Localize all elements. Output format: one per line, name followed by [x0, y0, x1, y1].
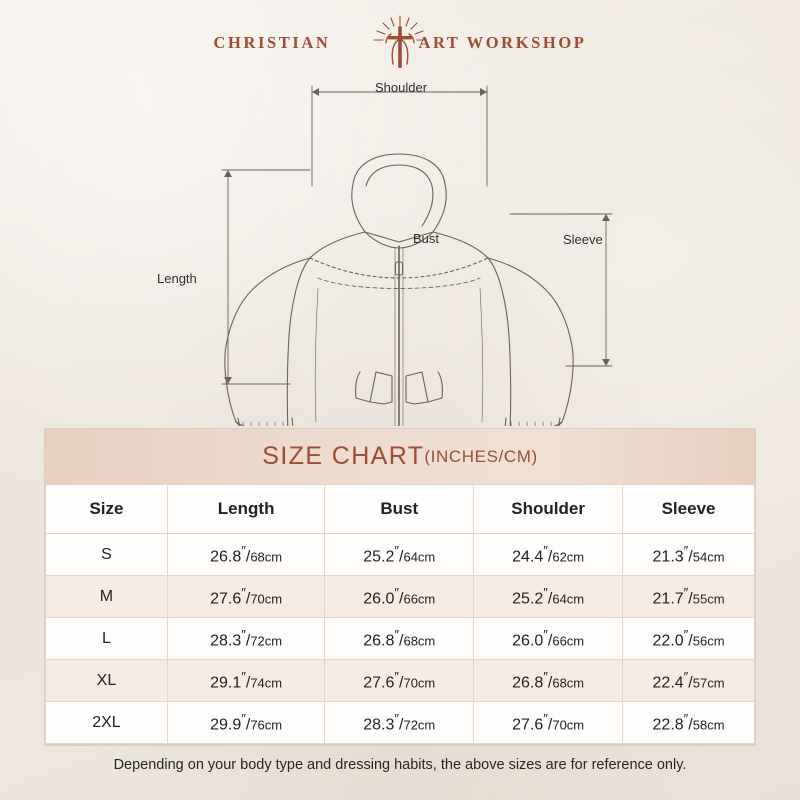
- size-chart-title-units: (INCHES/CM): [424, 446, 538, 466]
- size-chart: [44, 428, 756, 745]
- value-inches: 21.3: [652, 548, 684, 566]
- inch-mark: ″: [683, 668, 689, 684]
- value-inches: 28.3: [363, 716, 395, 734]
- value-cm: 54cm: [692, 549, 725, 565]
- cell-size: XL: [46, 660, 168, 702]
- cell-length: 29.9″/76cm: [167, 702, 324, 744]
- garment-illustration: [0, 66, 800, 426]
- value-inches: 26.0: [512, 632, 544, 650]
- column-header-bust: Bust: [325, 485, 474, 534]
- inch-mark: ″: [241, 710, 246, 726]
- cell-size: S: [46, 534, 168, 576]
- inch-mark: ″: [543, 542, 548, 558]
- footer-divider: [44, 745, 756, 746]
- value-inches: 26.8: [210, 548, 242, 566]
- table-body: [46, 534, 755, 744]
- inch-mark: ″: [683, 584, 689, 600]
- inch-mark: ″: [394, 668, 400, 684]
- brand-name-left: CHRISTIAN: [213, 33, 331, 52]
- value-cm: 68cm: [552, 675, 585, 691]
- value-cm: 74cm: [250, 675, 283, 691]
- value-cm: 56cm: [692, 633, 725, 649]
- inch-mark: ″: [394, 542, 400, 558]
- cell-bust: 28.3″/72cm: [325, 702, 474, 744]
- value-inches: 25.2: [512, 590, 544, 608]
- value-cm: 72cm: [403, 717, 436, 733]
- value-inches: 28.3: [210, 632, 242, 650]
- table-row: [46, 702, 755, 744]
- value-cm: 66cm: [403, 591, 436, 607]
- table-row: [46, 534, 755, 576]
- value-cm: 64cm: [403, 549, 436, 565]
- inch-mark: ″: [543, 626, 548, 642]
- label-shoulder: Shoulder: [375, 80, 428, 95]
- cell-size: L: [46, 618, 168, 660]
- value-cm: 68cm: [250, 549, 283, 565]
- value-inches: 21.7: [652, 590, 684, 608]
- cell-size: M: [46, 576, 168, 618]
- value-inches: 22.4: [652, 674, 684, 692]
- cell-sleeve: 22.8″/58cm: [623, 702, 755, 744]
- cell-shoulder: 26.0″/66cm: [474, 618, 623, 660]
- value-cm: 58cm: [692, 717, 725, 733]
- inch-mark: ″: [543, 710, 548, 726]
- cell-sleeve: 21.3″/54cm: [623, 534, 755, 576]
- value-cm: 70cm: [250, 591, 283, 607]
- inch-mark: ″: [543, 668, 548, 684]
- label-length: Length: [157, 271, 197, 286]
- value-inches: 25.2: [363, 548, 395, 566]
- value-inches: 29.9: [210, 716, 242, 734]
- inch-mark: ″: [241, 626, 246, 642]
- cell-sleeve: 22.0″/56cm: [623, 618, 755, 660]
- brand-name-right: ART WORKSHOP: [418, 33, 587, 52]
- inch-mark: ″: [394, 584, 400, 600]
- label-sleeve: Sleeve: [563, 232, 603, 247]
- label-bust: Bust: [413, 231, 440, 246]
- value-inches: 29.1: [210, 674, 242, 692]
- value-cm: 55cm: [692, 591, 725, 607]
- value-inches: 27.6: [210, 590, 242, 608]
- footer-note: Depending on your body type and dressing habits, the above sizes are for reference only.: [113, 757, 687, 773]
- cell-shoulder: 27.6″/70cm: [474, 702, 623, 744]
- cell-size: 2XL: [46, 702, 168, 744]
- column-header-size: Size: [46, 485, 168, 534]
- inch-mark: ″: [543, 584, 548, 600]
- table-row: [46, 618, 755, 660]
- table-row: [46, 660, 755, 702]
- cell-length: 26.8″/68cm: [167, 534, 324, 576]
- column-header-shoulder: Shoulder: [474, 485, 623, 534]
- cross-with-rays-icon: [367, 14, 433, 72]
- value-inches: 26.8: [363, 632, 395, 650]
- value-inches: 27.6: [512, 716, 544, 734]
- value-cm: 57cm: [692, 675, 725, 691]
- column-header-sleeve: Sleeve: [623, 485, 755, 534]
- brand-header: [0, 12, 800, 74]
- inch-mark: ″: [241, 668, 246, 684]
- value-cm: 68cm: [403, 633, 436, 649]
- value-cm: 62cm: [552, 549, 585, 565]
- column-header-length: Length: [167, 485, 324, 534]
- inch-mark: ″: [241, 542, 246, 558]
- table-row: [46, 576, 755, 618]
- inch-mark: ″: [683, 626, 689, 642]
- cell-bust: 26.0″/66cm: [325, 576, 474, 618]
- inch-mark: ″: [394, 626, 400, 642]
- cell-bust: 27.6″/70cm: [325, 660, 474, 702]
- value-cm: 72cm: [250, 633, 283, 649]
- value-inches: 24.4: [512, 548, 544, 566]
- size-chart-title-main: SIZE CHART: [262, 442, 425, 470]
- size-chart-title: [45, 429, 755, 484]
- cell-sleeve: 21.7″/55cm: [623, 576, 755, 618]
- value-inches: 22.8: [652, 716, 684, 734]
- inch-mark: ″: [683, 710, 689, 726]
- value-inches: 26.0: [363, 590, 395, 608]
- value-inches: 27.6: [363, 674, 395, 692]
- cell-sleeve: 22.4″/57cm: [623, 660, 755, 702]
- cell-shoulder: 24.4″/62cm: [474, 534, 623, 576]
- cell-bust: 26.8″/68cm: [325, 618, 474, 660]
- value-cm: 76cm: [250, 717, 283, 733]
- value-cm: 70cm: [403, 675, 436, 691]
- value-cm: 70cm: [552, 717, 585, 733]
- cell-length: 28.3″/72cm: [167, 618, 324, 660]
- value-cm: 66cm: [552, 633, 585, 649]
- table-header-row: [46, 485, 755, 534]
- cell-bust: 25.2″/64cm: [325, 534, 474, 576]
- value-inches: 22.0: [652, 632, 684, 650]
- inch-mark: ″: [394, 710, 400, 726]
- cell-length: 29.1″/74cm: [167, 660, 324, 702]
- value-inches: 26.8: [512, 674, 544, 692]
- size-table: [45, 484, 755, 744]
- value-cm: 64cm: [552, 591, 585, 607]
- hoodie-line-art: [0, 66, 800, 426]
- cell-shoulder: 25.2″/64cm: [474, 576, 623, 618]
- cell-length: 27.6″/70cm: [167, 576, 324, 618]
- cell-shoulder: 26.8″/68cm: [474, 660, 623, 702]
- inch-mark: ″: [683, 542, 689, 558]
- inch-mark: ″: [241, 584, 246, 600]
